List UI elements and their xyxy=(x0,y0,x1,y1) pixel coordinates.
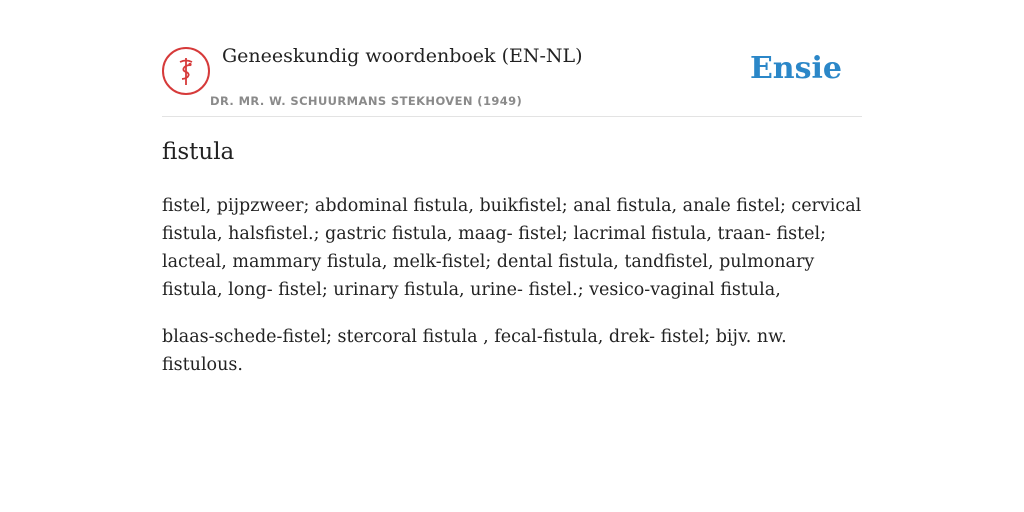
caduceus-icon[interactable] xyxy=(162,47,210,95)
entry-card xyxy=(162,0,862,375)
ensie-logo-link[interactable]: Ensie xyxy=(749,51,842,86)
dictionary-author: DR. MR. W. SCHUURMANS STEKHOVEN (1949) xyxy=(210,94,523,108)
definition-paragraph: blaas-schede-fistel; stercoral fistula , fecal-fistula, drek- fistel; bijv. nw. fistulous. xyxy=(162,327,787,375)
dictionary-title[interactable]: Geneeskundig woordenboek (EN-NL) xyxy=(222,45,583,67)
dictionary-header xyxy=(162,0,862,117)
definition-paragraph: fistel, pijpzweer; abdominal fistula, buikfistel; anal fistula, anale fistel; cervical fistula, halsfistel.; gastric fistula, maag- fistel; lacrimal fistula, traan- fistel; lacteal, mammary fistula, melk-fistel; dental fistula, tandfistel, pulmonary fistula, long- fistel; urinary fistula, urine- fistel.; vesico-vaginal fistula, xyxy=(162,196,862,300)
headword: fistula xyxy=(162,139,235,165)
